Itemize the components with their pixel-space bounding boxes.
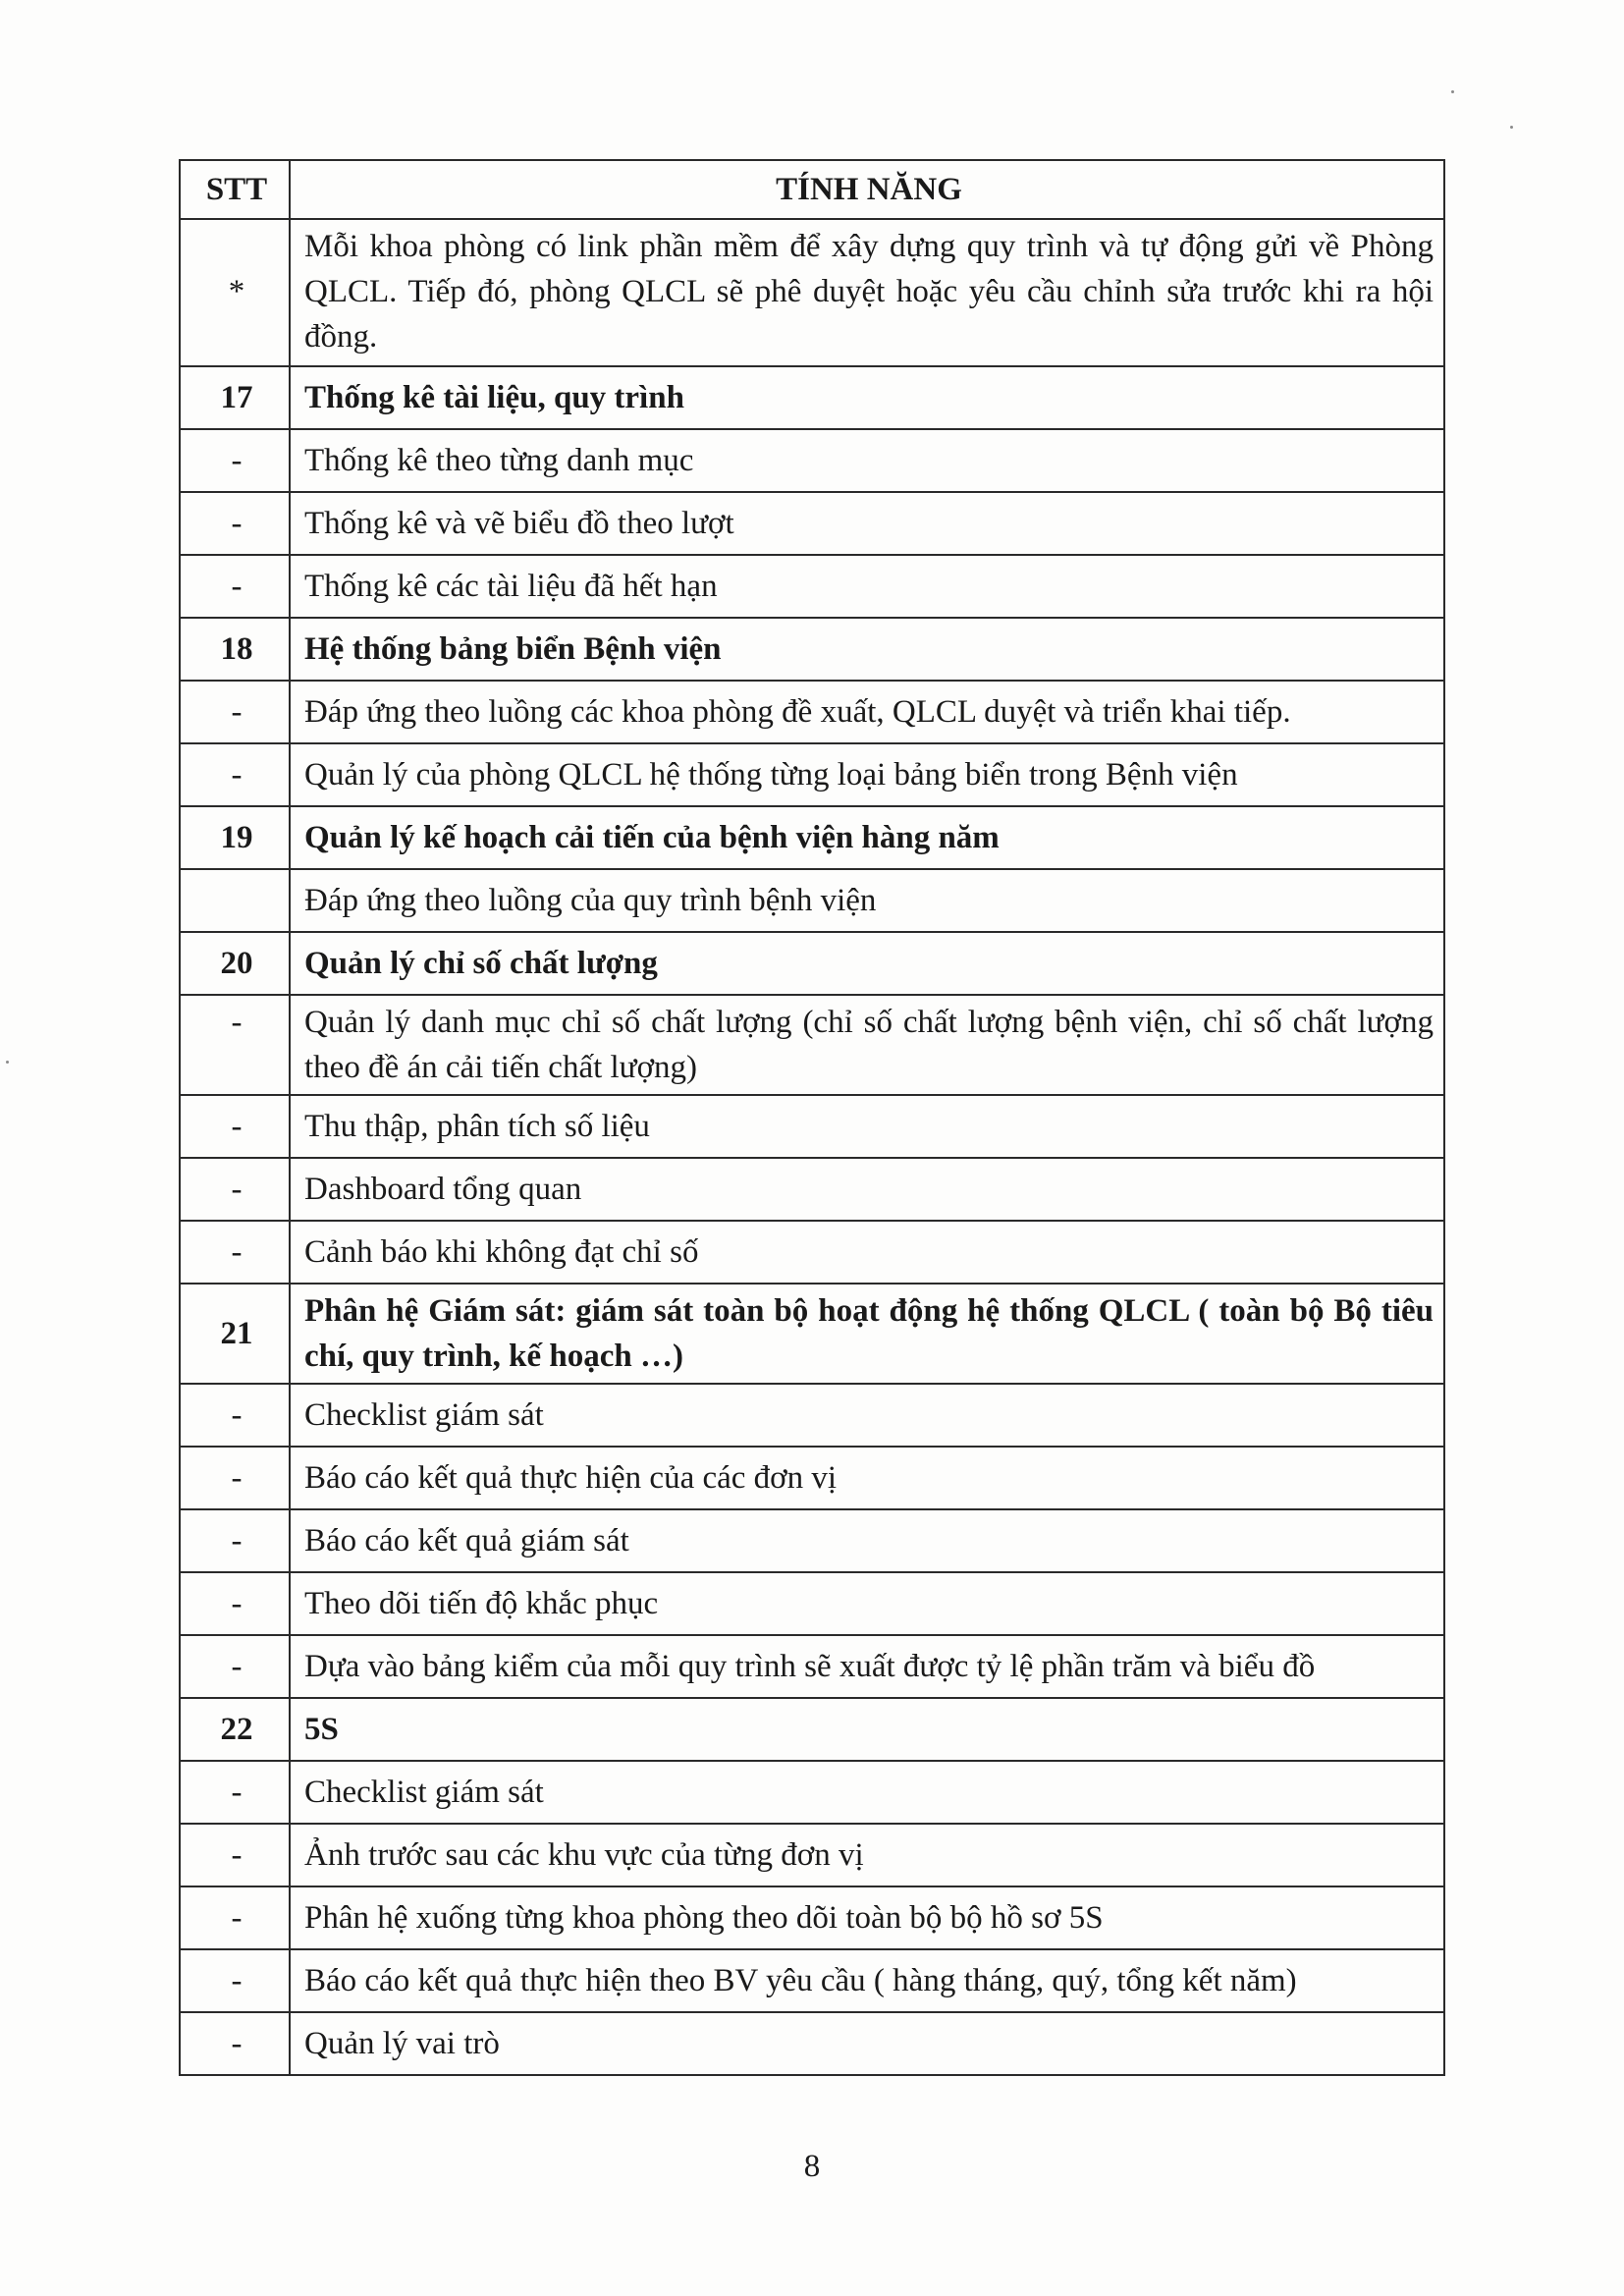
row-stt: - (180, 681, 290, 743)
row-feature: Checklist giám sát (290, 1384, 1444, 1447)
row-feature: 5S (290, 1698, 1444, 1761)
table-body (180, 219, 1444, 2075)
row-feature: Đáp ứng theo luồng của quy trình bệnh viện (290, 869, 1444, 932)
row-stt: - (180, 555, 290, 618)
table-row (180, 1384, 1444, 1447)
row-feature: Đáp ứng theo luồng các khoa phòng đề xuất, QLCL duyệt và triển khai tiếp. (290, 681, 1444, 743)
table-row (180, 219, 1444, 366)
table-row (180, 555, 1444, 618)
row-stt: - (180, 1509, 290, 1572)
row-feature: Quản lý của phòng QLCL hệ thống từng loại bảng biển trong Bệnh viện (290, 743, 1444, 806)
table-row (180, 1824, 1444, 1886)
row-stt: 18 (180, 618, 290, 681)
row-feature: Báo cáo kết quả giám sát (290, 1509, 1444, 1572)
table-row (180, 492, 1444, 555)
row-feature: Theo dõi tiến độ khắc phục (290, 1572, 1444, 1635)
row-stt: 21 (180, 1284, 290, 1384)
row-feature: Thống kê theo từng danh mục (290, 429, 1444, 492)
row-stt: 17 (180, 366, 290, 429)
table-row (180, 1949, 1444, 2012)
table-row (180, 1572, 1444, 1635)
table-row (180, 1221, 1444, 1284)
table-row (180, 1761, 1444, 1824)
row-stt: - (180, 2012, 290, 2075)
row-feature: Quản lý danh mục chỉ số chất lượng (chỉ số chất lượng bệnh viện, chỉ số chất lượng theo đề án cải tiến chất lượng) (290, 995, 1444, 1095)
row-feature: Mỗi khoa phòng có link phần mềm để xây dựng quy trình và tự động gửi về Phòng QLCL. Tiếp đó, phòng QLCL sẽ phê duyệt hoặc yêu cầu chỉnh sửa trước khi ra hội đồng. (290, 219, 1444, 366)
section-row (180, 366, 1444, 429)
section-row (180, 806, 1444, 869)
row-feature: Phân hệ Giám sát: giám sát toàn bộ hoạt động hệ thống QLCL ( toàn bộ Bộ tiêu chí, quy trình, kế hoạch …) (290, 1284, 1444, 1384)
row-stt: 19 (180, 806, 290, 869)
feature-table (179, 159, 1445, 2076)
row-feature: Thống kê và vẽ biểu đồ theo lượt (290, 492, 1444, 555)
row-stt: - (180, 995, 290, 1095)
row-stt: - (180, 1824, 290, 1886)
row-stt: - (180, 1158, 290, 1221)
row-stt: - (180, 1572, 290, 1635)
row-stt: * (180, 219, 290, 366)
table-row (180, 681, 1444, 743)
row-feature: Báo cáo kết quả thực hiện của các đơn vị (290, 1447, 1444, 1509)
row-feature: Thống kê tài liệu, quy trình (290, 366, 1444, 429)
row-stt: - (180, 429, 290, 492)
table-row (180, 429, 1444, 492)
table-row (180, 2012, 1444, 2075)
section-row (180, 932, 1444, 995)
row-feature: Hệ thống bảng biển Bệnh viện (290, 618, 1444, 681)
row-stt: - (180, 1447, 290, 1509)
header-feature: TÍNH NĂNG (290, 160, 1444, 219)
row-stt: - (180, 1949, 290, 2012)
row-feature: Quản lý chỉ số chất lượng (290, 932, 1444, 995)
table-row (180, 1509, 1444, 1572)
scan-speck (1510, 126, 1513, 129)
row-feature: Phân hệ xuống từng khoa phòng theo dõi toàn bộ bộ hồ sơ 5S (290, 1886, 1444, 1949)
table-row (180, 1635, 1444, 1698)
row-feature: Quản lý vai trò (290, 2012, 1444, 2075)
table-row (180, 1095, 1444, 1158)
header-stt: STT (180, 160, 290, 219)
row-feature: Cảnh báo khi không đạt chỉ số (290, 1221, 1444, 1284)
row-feature: Thống kê các tài liệu đã hết hạn (290, 555, 1444, 618)
row-stt: - (180, 1635, 290, 1698)
section-row (180, 1698, 1444, 1761)
row-stt: - (180, 1886, 290, 1949)
row-feature: Thu thập, phân tích số liệu (290, 1095, 1444, 1158)
row-feature: Quản lý kế hoạch cải tiến của bệnh viện hàng năm (290, 806, 1444, 869)
scan-speck (6, 1061, 9, 1064)
table-header-row (180, 160, 1444, 219)
row-feature: Ảnh trước sau các khu vực của từng đơn vị (290, 1824, 1444, 1886)
table-row (180, 995, 1444, 1095)
page-number: 8 (803, 2149, 821, 2184)
table-row (180, 1158, 1444, 1221)
row-stt: - (180, 1095, 290, 1158)
row-stt: - (180, 1221, 290, 1284)
row-stt (180, 869, 290, 932)
table-row (180, 869, 1444, 932)
table-row (180, 743, 1444, 806)
row-feature: Dashboard tổng quan (290, 1158, 1444, 1221)
row-stt: - (180, 743, 290, 806)
table-row (180, 1447, 1444, 1509)
row-stt: 20 (180, 932, 290, 995)
table-row (180, 1886, 1444, 1949)
scan-speck (1451, 90, 1454, 93)
row-feature: Dựa vào bảng kiểm của mỗi quy trình sẽ xuất được tỷ lệ phần trăm và biểu đồ (290, 1635, 1444, 1698)
row-stt: - (180, 1384, 290, 1447)
section-row (180, 618, 1444, 681)
row-stt: - (180, 492, 290, 555)
row-feature: Checklist giám sát (290, 1761, 1444, 1824)
row-stt: 22 (180, 1698, 290, 1761)
row-feature: Báo cáo kết quả thực hiện theo BV yêu cầu ( hàng tháng, quý, tổng kết năm) (290, 1949, 1444, 2012)
row-stt: - (180, 1761, 290, 1824)
section-row (180, 1284, 1444, 1384)
